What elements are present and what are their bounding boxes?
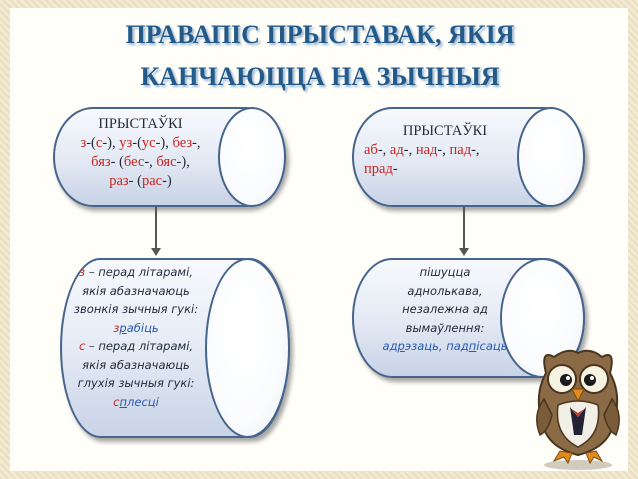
s-example: сплесці xyxy=(113,394,159,409)
title-line-2: КАНЧАЮЦЦА НА ЗЫЧНЫЯ xyxy=(140,62,500,91)
z-rule-line-2: якія абазначаюць xyxy=(82,283,190,298)
right-bottom-line-1: пішуцца xyxy=(419,265,471,279)
left-top-heading: ПРЫСТАЎКІ xyxy=(98,116,183,132)
left-top-line-1: з-(с-), уз-(ус-), без-, xyxy=(80,135,201,151)
owl-left-pupil xyxy=(560,374,572,386)
left-bottom-content xyxy=(60,263,212,411)
right-arrow-line xyxy=(463,207,465,249)
right-bottom-line-2: аднолькава, xyxy=(407,283,483,298)
owl-right-pupil xyxy=(584,374,596,386)
right-bottom-examples: адрэзаць, падпісаць xyxy=(382,339,508,353)
z-example: зрабіць xyxy=(113,320,159,335)
title-line-1: ПРАВАПІС ПРЫСТАВАК, ЯКІЯ xyxy=(125,20,515,49)
right-top-line-2: прад- xyxy=(364,161,398,177)
s-rule-line-1: с – перад літарамі, xyxy=(78,339,194,353)
s-rule-line-3: глухія зычныя гукі: xyxy=(77,376,195,390)
left-top-line-3: раз- (рас-) xyxy=(109,173,172,189)
z-rule-line-3: звонкія зычныя гукі: xyxy=(73,302,199,316)
right-top-line-1: аб-, ад-, над-, пад-, xyxy=(364,142,480,158)
z-rule-line-1: з – перад літарамі, xyxy=(79,265,193,279)
left-top-cylinder-cap xyxy=(218,107,286,207)
left-top-content xyxy=(58,115,223,191)
left-arrow-head xyxy=(151,248,161,256)
left-arrow-line xyxy=(155,207,157,249)
right-arrow-head xyxy=(459,248,469,256)
right-bottom-line-3: незалежна ад xyxy=(402,302,488,316)
right-top-heading: ПРЫСТАЎКІ xyxy=(402,123,488,139)
right-bottom-line-4: вымаўлення: xyxy=(405,320,485,335)
owl-illustration xyxy=(524,343,628,471)
left-top-line-2: бяз- (бес-, бяс-), xyxy=(91,154,190,170)
right-bottom-content xyxy=(360,263,530,356)
owl-shadow xyxy=(544,460,612,470)
s-rule-line-2: якія абазначаюць xyxy=(82,357,190,372)
right-top-content xyxy=(360,122,530,179)
left-bottom-cylinder-cap xyxy=(205,258,290,438)
